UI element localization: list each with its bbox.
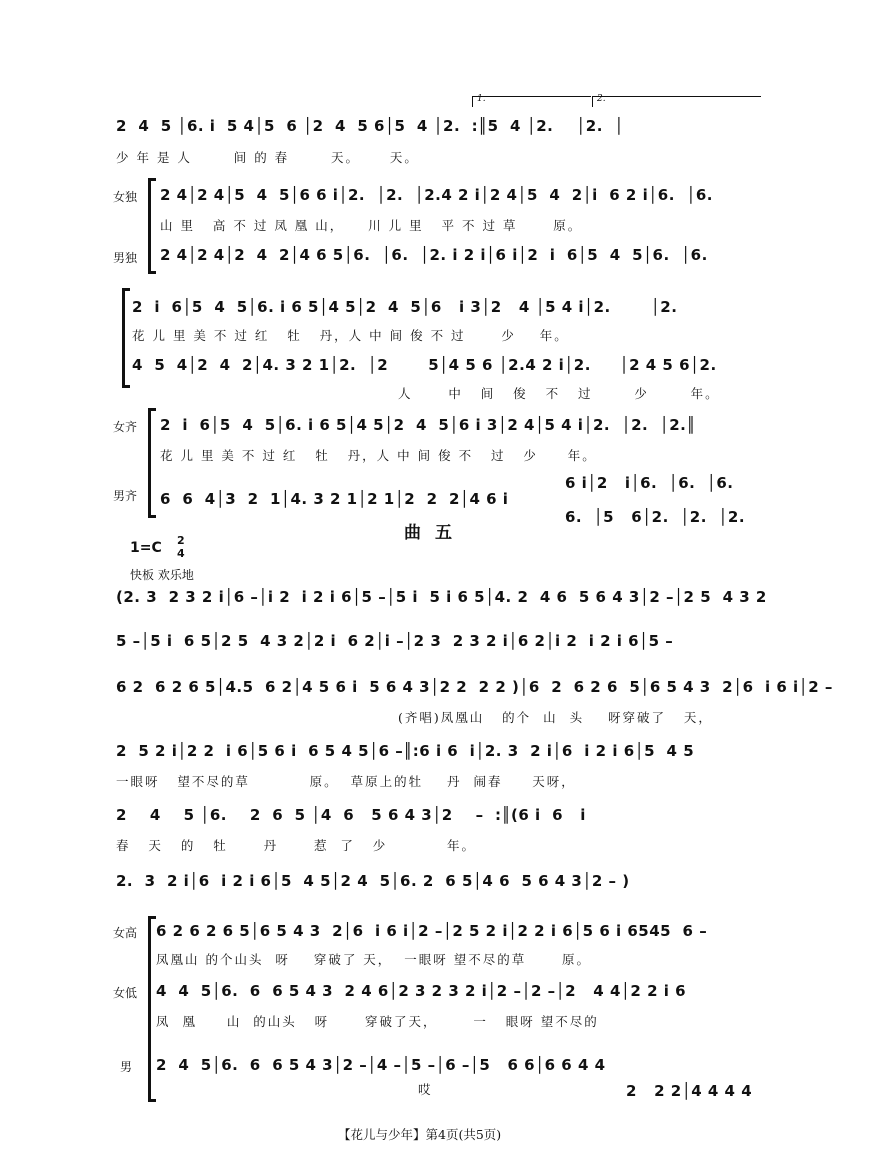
notation-line-top: 2 4│2 4│5 4 5│6 6 i│2. │2. │2.4 2 i│2 4│5 4 2│i 6 2 i│6. │6. xyxy=(160,186,714,204)
system-bracket xyxy=(148,916,151,1102)
notation-line: 2 4 5 │6. i 5 4│5 6 │2 4 5 6│5 4 │2. :║5 4 │2. │2. │ xyxy=(116,117,624,135)
notation-line-top: 2 i 6│5 4 5│6. i 6 5│4 5│2 4 5│6 i 3│2 4 │5 4 i│2. │2. xyxy=(132,298,678,316)
lyric-line-top: 花 儿 里 美 不 过 红 牡 丹，人 中 间 俊 不 过 少 年。 xyxy=(160,448,597,463)
tempo-marking: 快板 欢乐地 xyxy=(130,568,194,582)
notation-line-bottom-2: 6. │5 6│2. │2. │2. xyxy=(565,508,746,526)
time-signature-top: 2 xyxy=(177,534,185,547)
lyric-line-top: 花 儿 里 美 不 过 红 牡 丹，人 中 间 俊 不 过 少 年。 xyxy=(132,328,569,343)
key-signature: 1=C xyxy=(130,540,162,556)
lyric-line-top: 凤凰山 的个山头 呀 穿破了 天， 一眼呀 望不尽的草 原。 xyxy=(156,952,592,967)
notation-line-bottom: 2 4│2 4│2 4 2│4 6 5│6. │6. │2. i 2 i│6 i│2 i 6│5 4 5│6. │6. xyxy=(160,246,708,264)
lyric-line-9: 春 天 的 牡 丹 惹 了 少 年。 xyxy=(116,838,477,853)
section-title: 曲五 xyxy=(404,523,466,543)
notation-line-5: (2. 3 2 3 2 i│6 –│i 2 i 2 i 6│5 –│5 i 5 i 6 5│4. 2 4 6 5 6 4 3│2 –│2 5 4 3 2 xyxy=(116,588,767,606)
part-label-female-solo: 女独 xyxy=(113,190,138,204)
lyric-line-bottom: 哎 xyxy=(418,1082,433,1097)
lyric-line: 少 年 是 人 间 的 春 天。 天。 xyxy=(116,150,419,165)
notation-line-bottom: 2 4 5│6. 6 6 5 4 3│2 –│4 –│5 –│6 –│5 6 6│6 6 4 4 xyxy=(156,1056,606,1074)
notation-line-10: 2. 3 2 i│6 i 2 i 6│5 4 5│2 4 5│6. 2 6 5│4 6 5 6 4 3│2 – ) xyxy=(116,872,630,890)
lyric-line-mid: 凤 凰 山 的山头 呀 穿破了天， 一 眼呀 望不尽的 xyxy=(156,1014,599,1029)
notation-line-6: 5 –│5 i 6 5│2 5 4 3 2│2 i 6 2│i –│2 3 2 3 2 i│6 2│i 2 i 2 i 6│5 – xyxy=(116,632,674,650)
part-label-soprano: 女高 xyxy=(113,926,138,940)
lyric-line-8: 一眼呀 望不尽的草 原。 草原上的牡 丹 闹春 天呀， xyxy=(116,774,576,789)
system-bracket xyxy=(148,408,151,518)
system-bracket xyxy=(122,288,125,388)
notation-line-9: 2 4 5 │6. 2 6 5 │4 6 5 6 4 3│2 – :║(6 i 6 i xyxy=(116,806,586,824)
part-label-alto: 女低 xyxy=(113,986,138,1000)
lyric-line-bottom: 人 中 间 俊 不 过 少 年。 xyxy=(398,386,720,401)
notation-line-mid: 6 i│2 i│6. │6. │6. xyxy=(565,474,734,492)
page-footer: 【花儿与少年】第4页(共5页) xyxy=(338,1127,502,1142)
notation-line-bottom: 6 6 4│3 2 1│4. 3 2 1│2 1│2 2 2│4 6 i xyxy=(160,490,509,508)
lyric-line-7: (齐唱)凤凰山 的个 山 头 呀穿破了 天， xyxy=(398,710,713,725)
part-label-male-unison: 男齐 xyxy=(113,489,138,503)
notation-line-top: 2 i 6│5 4 5│6. i 6 5│4 5│2 4 5│6 i 3│2 4│5 4 i│2. │2. │2.║ xyxy=(160,416,696,434)
time-signature-bottom: 4 xyxy=(177,547,185,560)
part-label-male: 男 xyxy=(120,1060,133,1074)
volta-2: 2. xyxy=(592,96,761,107)
part-label-female-unison: 女齐 xyxy=(113,420,138,434)
lyric-line-top: 山 里 高 不 过 凤 凰 山， 川 儿 里 平 不 过 草 原。 xyxy=(160,218,583,233)
notation-line-8: 2 5 2 i│2 2 i 6│5 6 i 6 5 4 5│6 –║:6 i 6 i│2. 3 2 i│6 i 2 i 6│5 4 5 xyxy=(116,742,695,760)
notation-line-top: 6 2 6 2 6 5│6 5 4 3 2│6 i 6 i│2 –│2 5 2 i│2 2 i 6│5 6 i 6545 6 – xyxy=(156,922,708,940)
volta-1: 1. xyxy=(472,96,591,107)
notation-line-mid: 4 4 5│6. 6 6 5 4 3 2 4 6│2 3 2 3 2 i│2 –│2 –│2 4 4│2 2 i 6 xyxy=(156,982,687,1000)
part-label-male-solo: 男独 xyxy=(113,251,138,265)
notation-line-bottom-2: 2 2 2│4 4 4 4 xyxy=(626,1082,753,1100)
notation-line-bottom: 4 5 4│2 4 2│4. 3 2 1│2. │2 5│4 5 6 │2.4 2 i│2. │2 4 5 6│2. xyxy=(132,356,717,374)
system-bracket xyxy=(148,178,151,274)
notation-line-7: 6 2 6 2 6 5│4.5 6 2│4 5 6 i 5 6 4 3│2 2 2 2 )│6 2 6 2 6 5│6 5 4 3 2│6 i 6 i│2 – xyxy=(116,678,833,696)
